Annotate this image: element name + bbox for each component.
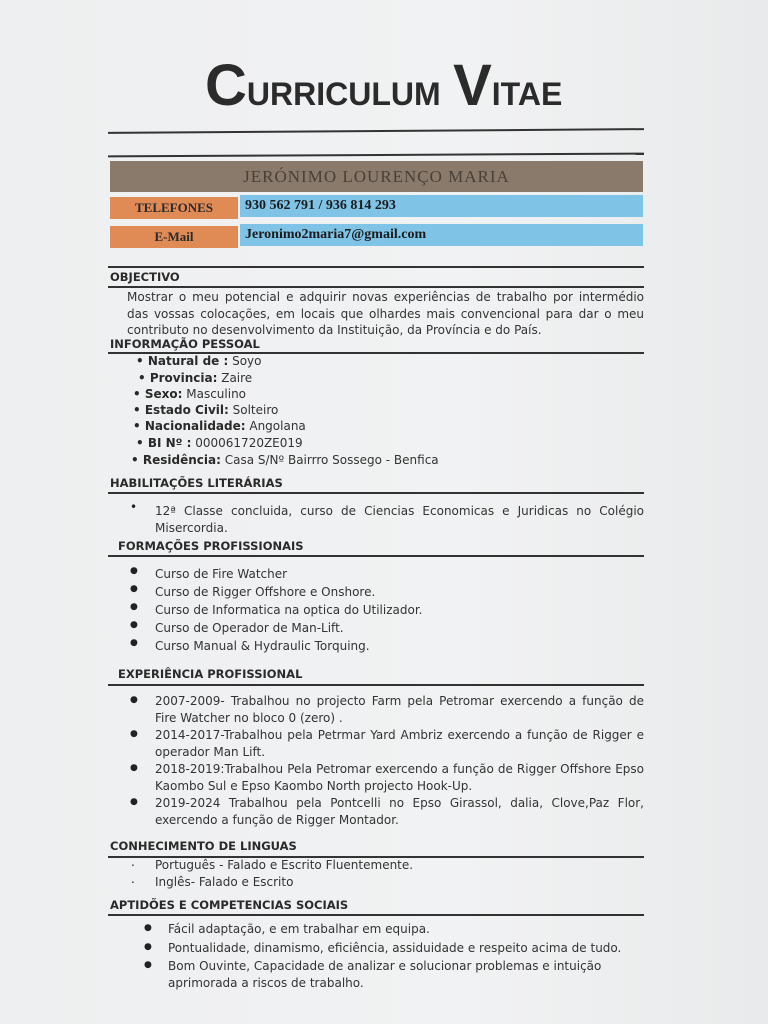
personal-item: • Provincia: Zaire bbox=[138, 371, 253, 385]
title-urriculum: URRICULUM bbox=[246, 76, 441, 112]
list-item: Curso de Operador de Man-Lift. bbox=[155, 621, 344, 635]
document-title bbox=[205, 52, 585, 122]
list-item: Curso de Informatica na optica do Utilizador. bbox=[155, 603, 423, 617]
list-item: 2018-2019:Trabalhou Pela Petromar exercendo a função de Rigger Offshore Epso Kaombo Sul e Epso Kaombo North projecto Hook-Up. bbox=[155, 762, 644, 793]
list-bullet: ● bbox=[130, 763, 138, 773]
personal-item: • Nacionalidade: Angolana bbox=[133, 419, 306, 433]
list-item: Fácil adaptação, e em trabalhar em equipa. bbox=[168, 922, 430, 936]
list-bullet: ● bbox=[130, 729, 138, 739]
skills-rule bbox=[108, 914, 644, 916]
list-item: Curso de Rigger Offshore e Onshore. bbox=[155, 585, 376, 599]
list-bullet: ● bbox=[130, 638, 138, 648]
list-item: Pontualidade, dinamismo, eficiência, assiduidade e respeito acima de tudo. bbox=[168, 941, 622, 955]
list-item: Português - Falado e Escrito Fluentemente. bbox=[155, 858, 414, 872]
education-text: 12ª Classe concluida, curso de Ciencias Economicas e Juridicas no Colégio Misercordia. bbox=[155, 504, 644, 535]
personal-item: • Sexo: Masculino bbox=[133, 387, 247, 401]
list-bullet: ● bbox=[130, 584, 138, 594]
personal-item: • Estado Civil: Solteiro bbox=[133, 403, 279, 417]
languages-heading: CONHECIMENTO DE LINGUAS bbox=[110, 839, 297, 853]
education-heading: HABILITAÇÕES LITERÁRIAS bbox=[110, 476, 283, 490]
experience-rule bbox=[108, 684, 644, 686]
experience-heading: EXPERIÊNCIA PROFISSIONAL bbox=[118, 667, 303, 681]
list-item: Curso Manual & Hydraulic Torquing. bbox=[155, 639, 370, 653]
list-item: Curso de Fire Watcher bbox=[155, 567, 288, 581]
list-bullet: ● bbox=[130, 695, 138, 705]
personal-heading: INFORMAÇÃO PESSOAL bbox=[110, 337, 260, 351]
title-rule-1 bbox=[108, 128, 644, 134]
list-item: 2019-2024 Trabalhou pela Pontcelli no Epso Girassol, dalia, Clove,Paz Flor, exercendo a função de Rigger Montador. bbox=[155, 796, 644, 827]
objective-text: Mostrar o meu potencial e adquirir novas experiências de trabalho por intermédio das vossas colocações, em locais que olhardes mais convencional para dar o meu contributo no desenvolvimento da Instituição, da Província e do País. bbox=[127, 290, 644, 337]
title-itae: ITAE bbox=[491, 76, 563, 112]
skills-heading: APTIDÕES E COMPETENCIAS SOCIAIS bbox=[110, 898, 349, 912]
personal-item: • Residência: Casa S/Nº Bairrro Sossego - Benfica bbox=[131, 453, 439, 467]
list-item: 2007-2009- Trabalhou no projecto Farm pela Petromar exercendo a função de Fire Watcher no bloco 0 (zero) . bbox=[155, 694, 644, 725]
objective-rule bbox=[108, 286, 644, 288]
title-v: V bbox=[453, 53, 492, 118]
phone-label: TELEFONES bbox=[110, 197, 238, 219]
training-heading: FORMAÇÕES PROFISSIONAIS bbox=[118, 539, 304, 553]
education-bullet: • bbox=[130, 500, 138, 514]
name-banner: JERÓNIMO LOURENÇO MARIA bbox=[110, 161, 643, 192]
phone-value: 930 562 791 / 936 814 293 bbox=[240, 195, 643, 217]
list-bullet: . bbox=[131, 855, 135, 869]
title-rule-2 bbox=[108, 153, 644, 158]
list-item: 2014-2017-Trabalhou pela Petrmar Yard Ambriz exercendo a função de Rigger e operador Man Lift. bbox=[155, 728, 644, 759]
list-bullet: ● bbox=[130, 566, 138, 576]
list-bullet: . bbox=[131, 872, 135, 886]
personal-item: • BI Nº : 000061720ZE019 bbox=[136, 436, 303, 450]
training-rule bbox=[108, 555, 644, 557]
email-label: E-Mail bbox=[110, 226, 238, 248]
personal-item: • Natural de : Soyo bbox=[136, 354, 262, 368]
email-value: Jeronimo2maria7@gmail.com bbox=[240, 224, 643, 246]
education-rule bbox=[108, 492, 644, 494]
header-rule bbox=[108, 266, 644, 268]
list-item: Inglês- Falado e Escrito bbox=[155, 875, 294, 889]
list-bullet: ● bbox=[130, 602, 138, 612]
list-bullet: ● bbox=[130, 620, 138, 630]
list-bullet: ● bbox=[144, 960, 152, 970]
objective-heading: OBJECTIVO bbox=[110, 270, 180, 284]
list-bullet: ● bbox=[144, 923, 152, 933]
list-bullet: ● bbox=[144, 942, 152, 952]
list-bullet: ● bbox=[130, 797, 138, 807]
list-item: Bom Ouvinte, Capacidade de analizar e solucionar problemas e intuição aprimorada a riscos de trabalho. bbox=[168, 959, 602, 990]
title-c: C bbox=[205, 53, 247, 118]
